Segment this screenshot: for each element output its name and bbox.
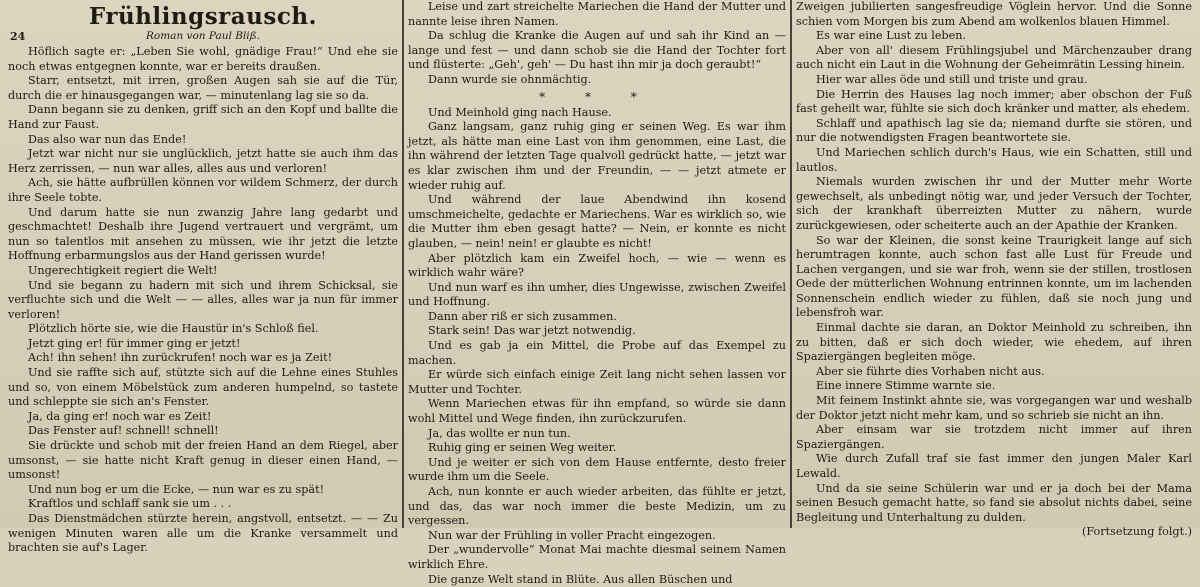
paragraph: Kraftlos und schlaff sank sie um . . . xyxy=(28,497,232,511)
paragraph: Und es gab ja ein Mittel, die Probe auf das Exempel zu machen. xyxy=(408,339,786,367)
paragraph: Hier war alles öde und still und triste und grau. xyxy=(816,72,1088,86)
column-divider xyxy=(790,0,792,528)
paragraph: Höflich sagte er: „Leben Sie wohl, gnädige Frau!“ Und ehe sie noch etwas entgegnen konnte, war er bereits draußen. xyxy=(8,45,398,73)
paragraph: Und Meinhold ging nach Hause. xyxy=(428,105,612,119)
paragraph: Ungerechtigkeit regiert die Welt! xyxy=(28,263,218,277)
column-1-body xyxy=(8,45,398,556)
paragraph: Stark sein! Das war jetzt notwendig. xyxy=(428,324,636,338)
paragraph: Das Fenster auf! schnell! schnell! xyxy=(28,424,219,438)
paragraph: Und Mariechen schlich durch's Haus, wie ein Schatten, still und lautlos. xyxy=(796,145,1192,174)
article-byline: Roman von Paul Bliß. xyxy=(146,30,260,42)
continuation-note: (Fortsetzung folgt.) xyxy=(1081,525,1192,539)
page-number: 24 xyxy=(10,30,26,43)
paragraph: Und sie begann zu hadern mit sich und ihrem Schicksal, sie verfluchte sich und die Welt — — alles, alles war ja nun für immer verloren! xyxy=(8,278,398,321)
paragraph: Und da sie seine Schülerin war und er ja doch bei der Mama seinen Besuch gemacht hatte, so fand sie absolut nichts dabei, seine Begleitung und Unterhaltung zu dulden. xyxy=(796,481,1192,524)
paragraph: Niemals wurden zwischen ihr und der Mutter mehr Worte gewechselt, als unbedingt nötig war, und jeder Versuch der Tochter, sich der krankhaft überreizten Mutter zu nähern, wurde zurückgewiesen, oder scheiterte auch an der Apathie der Kranken. xyxy=(796,175,1192,232)
paragraph: Und darum hatte sie nun zwanzig Jahre lang gedarbt und geschmachtet! Deshalb ihre Jugend vertrauert und vergrämt, um nun so talentlos mit ansehen zu müssen, wie ihr jetzt die letzte Hoffnung erbarmungslos aus der Hand gerissen wurde! xyxy=(8,205,398,263)
paragraph: Und sie raffte sich auf, stützte sich auf die Lehne eines Stuhles und so, von einem Möbelstück zum anderen humpelnd, so tastete und schleppte sie sich an's Fenster. xyxy=(8,366,398,409)
paragraph: Aber sie führte dies Vorhaben nicht aus. xyxy=(816,364,1045,378)
paragraph: Dann begann sie zu denken, griff sich an den Kopf und ballte die Hand zur Faust. xyxy=(8,103,398,131)
paragraph: Die Herrin des Hauses lag noch immer; aber obschon der Fuß fast geheilt war, fühlte sie sich doch kränker und matter, als ehedem. xyxy=(796,87,1192,116)
paragraph: Und nun warf es ihn umher, dies Ungewisse, zwischen Zweifel und Hoffnung. xyxy=(408,280,786,309)
paragraph: Dann wurde sie ohnmächtig. xyxy=(428,72,592,86)
column-2-top xyxy=(408,0,786,88)
section-break-stars: * * * xyxy=(539,89,655,104)
paragraph: Leise und zart streichelte Mariechen die Hand der Mutter und nannte leise ihren Namen. xyxy=(408,0,786,28)
paragraph: Eine innere Stimme warnte sie. xyxy=(816,379,996,393)
paragraph: Ja, da ging er! noch war es Zeit! xyxy=(28,409,212,423)
column-2 xyxy=(408,0,786,586)
paragraph: Das also war nun das Ende! xyxy=(28,132,187,146)
paragraph: Aber von all' diesem Frühlingsjubel und Märchenzauber drang auch nicht ein Laut in die Wohnung der Geheimrätin Lessing hinein. xyxy=(796,43,1192,72)
paragraph: Und während der laue Abendwind ihn kosend umschmeichelte, gedachte er Mariechens. War es wirklich so, wie die Mutter ihm eben gesagt hatte? — Nein, er konnte es nicht glauben, — nein! nein! er glaubte es nicht! xyxy=(408,193,786,250)
paragraph: Das Dienstmädchen stürzte herein, angstvoll, entsetzt. — — Zu wenigen Minuten waren alle um die Kranke versammelt und brachten sie auf's Lager. xyxy=(8,512,398,555)
column-1 xyxy=(8,0,398,555)
column-divider xyxy=(402,0,404,528)
paragraph: Aber plötzlich kam ein Zweifel hoch, — wie — wenn es wirklich wahr wäre? xyxy=(408,251,786,280)
paragraph: Und nun bog er um die Ecke, — nun war es zu spät! xyxy=(28,482,325,496)
paragraph: Jetzt war nicht nur sie unglücklich, jetzt hatte sie auch ihm das Herz zerrissen, — nun war alles, alles aus und verloren! xyxy=(8,147,398,175)
paragraph: Sie drückte und schob mit der freien Hand an dem Riegel, aber umsonst, — sie hatte nicht Kraft genug in dieser einen Hand, — umsonst! xyxy=(8,439,398,482)
paragraph: Nun war der Frühling in voller Pracht eingezogen. xyxy=(428,528,716,542)
paragraph: Ach, nun konnte er auch wieder arbeiten, das fühlte er jetzt, und das, das war noch immer die beste Medizin, um zu vergessen. xyxy=(408,485,786,528)
paragraph: Mit feinem Instinkt ahnte sie, was vorgegangen war und weshalb der Doktor jetzt nicht mehr kam, und so schrieb sie nicht an ihn. xyxy=(796,394,1192,422)
paragraph: Wenn Mariechen etwas für ihn empfand, so würde sie dann wohl Mittel und Wege finden, ihn zurückzurufen. xyxy=(408,397,786,426)
paragraph: Wie durch Zufall traf sie fast immer den jungen Maler Karl Lewald. xyxy=(796,452,1192,480)
article-title: Frühlingsrausch. xyxy=(88,3,318,30)
paragraph: Ja, das wollte er nun tun. xyxy=(428,426,571,440)
paragraph: Die ganze Welt stand in Blüte. Aus allen Büschen und xyxy=(428,572,733,586)
column-2-bottom xyxy=(408,106,786,587)
paragraph: Und je weiter er sich von dem Hause entfernte, desto freier wurde ihm um die Seele. xyxy=(408,455,786,484)
paragraph: Ruhig ging er seinen Weg weiter. xyxy=(428,441,617,455)
paragraph: Jetzt ging er! für immer ging er jetzt! xyxy=(28,336,241,350)
paragraph: Der „wundervolle“ Monat Mai machte diesmal seinem Namen wirklich Ehre. xyxy=(408,543,786,571)
paragraph: Schlaff und apathisch lag sie da; niemand durfte sie stören, und nur die notwendigsten Fragen beantwortete sie. xyxy=(796,116,1192,145)
paragraph: So war der Kleinen, die sonst keine Traurigkeit lange auf sich herumtragen konnte, auch schon fast alle Lust für Freude und Lachen vergangen, und sie war froh, wenn sie der stillen, trostlosen Oede der mütterlichen Wohnung entrinnen konnte, um im lachenden Sonnenschein endlich wieder zu fühlen, daß sie noch jung und lebensfroh war. xyxy=(796,233,1192,320)
paragraph: Plötzlich hörte sie, wie die Haustür in's Schloß fiel. xyxy=(28,322,319,336)
paragraph: Aber einsam war sie trotzdem nicht immer auf ihren Spaziergängen. xyxy=(796,423,1192,451)
paragraph: Einmal dachte sie daran, an Doktor Meinhold zu schreiben, ihn zu bitten, daß er sich doch wieder, wie ehedem, auf ihren Spaziergängen begleiten möge. xyxy=(796,321,1192,364)
paragraph: Es war eine Lust zu leben. xyxy=(816,29,967,43)
column-3 xyxy=(796,0,1192,539)
column-3-body xyxy=(796,0,1192,525)
paragraph: Ach, sie hätte aufbrüllen können vor wildem Schmerz, der durch ihre Seele tobte. xyxy=(8,176,398,204)
paragraph: Starr, entsetzt, mit irren, großen Augen sah sie auf die Tür, durch die er hinausgegangen war, — minutenlang lag sie so da. xyxy=(8,74,398,102)
paragraph: Dann aber riß er sich zusammen. xyxy=(428,309,617,323)
paragraph: Da schlug die Kranke die Augen auf und sah ihr Kind an — lange und fest — und dann schob sie die Hand der Tochter fort und flüsterte: „Geh', geh' — Du hast ihn mir ja doch geraubt!“ xyxy=(408,29,786,72)
paragraph: Er würde sich einfach einige Zeit lang nicht sehen lassen vor Mutter und Tochter. xyxy=(408,368,786,396)
paragraph: Ganz langsam, ganz ruhig ging er seinen Weg. Es war ihm jetzt, als hätte man eine Last von ihm genommen, eine Last, die ihn während der letzten Tage qualvoll gedrückt hatte, — jetzt war es klar zwischen ihm und der Freundin, — — jetzt atmete er wieder ruhig auf. xyxy=(408,120,786,192)
paragraph: Zweigen jubilierten sangesfreudige Vöglein hervor. Und die Sonne schien vom Morgen bis zum Abend am wolkenlos blauen Himmel. xyxy=(796,0,1192,28)
paragraph: Ach! ihn sehen! ihn zurückrufen! noch war es ja Zeit! xyxy=(28,351,333,365)
